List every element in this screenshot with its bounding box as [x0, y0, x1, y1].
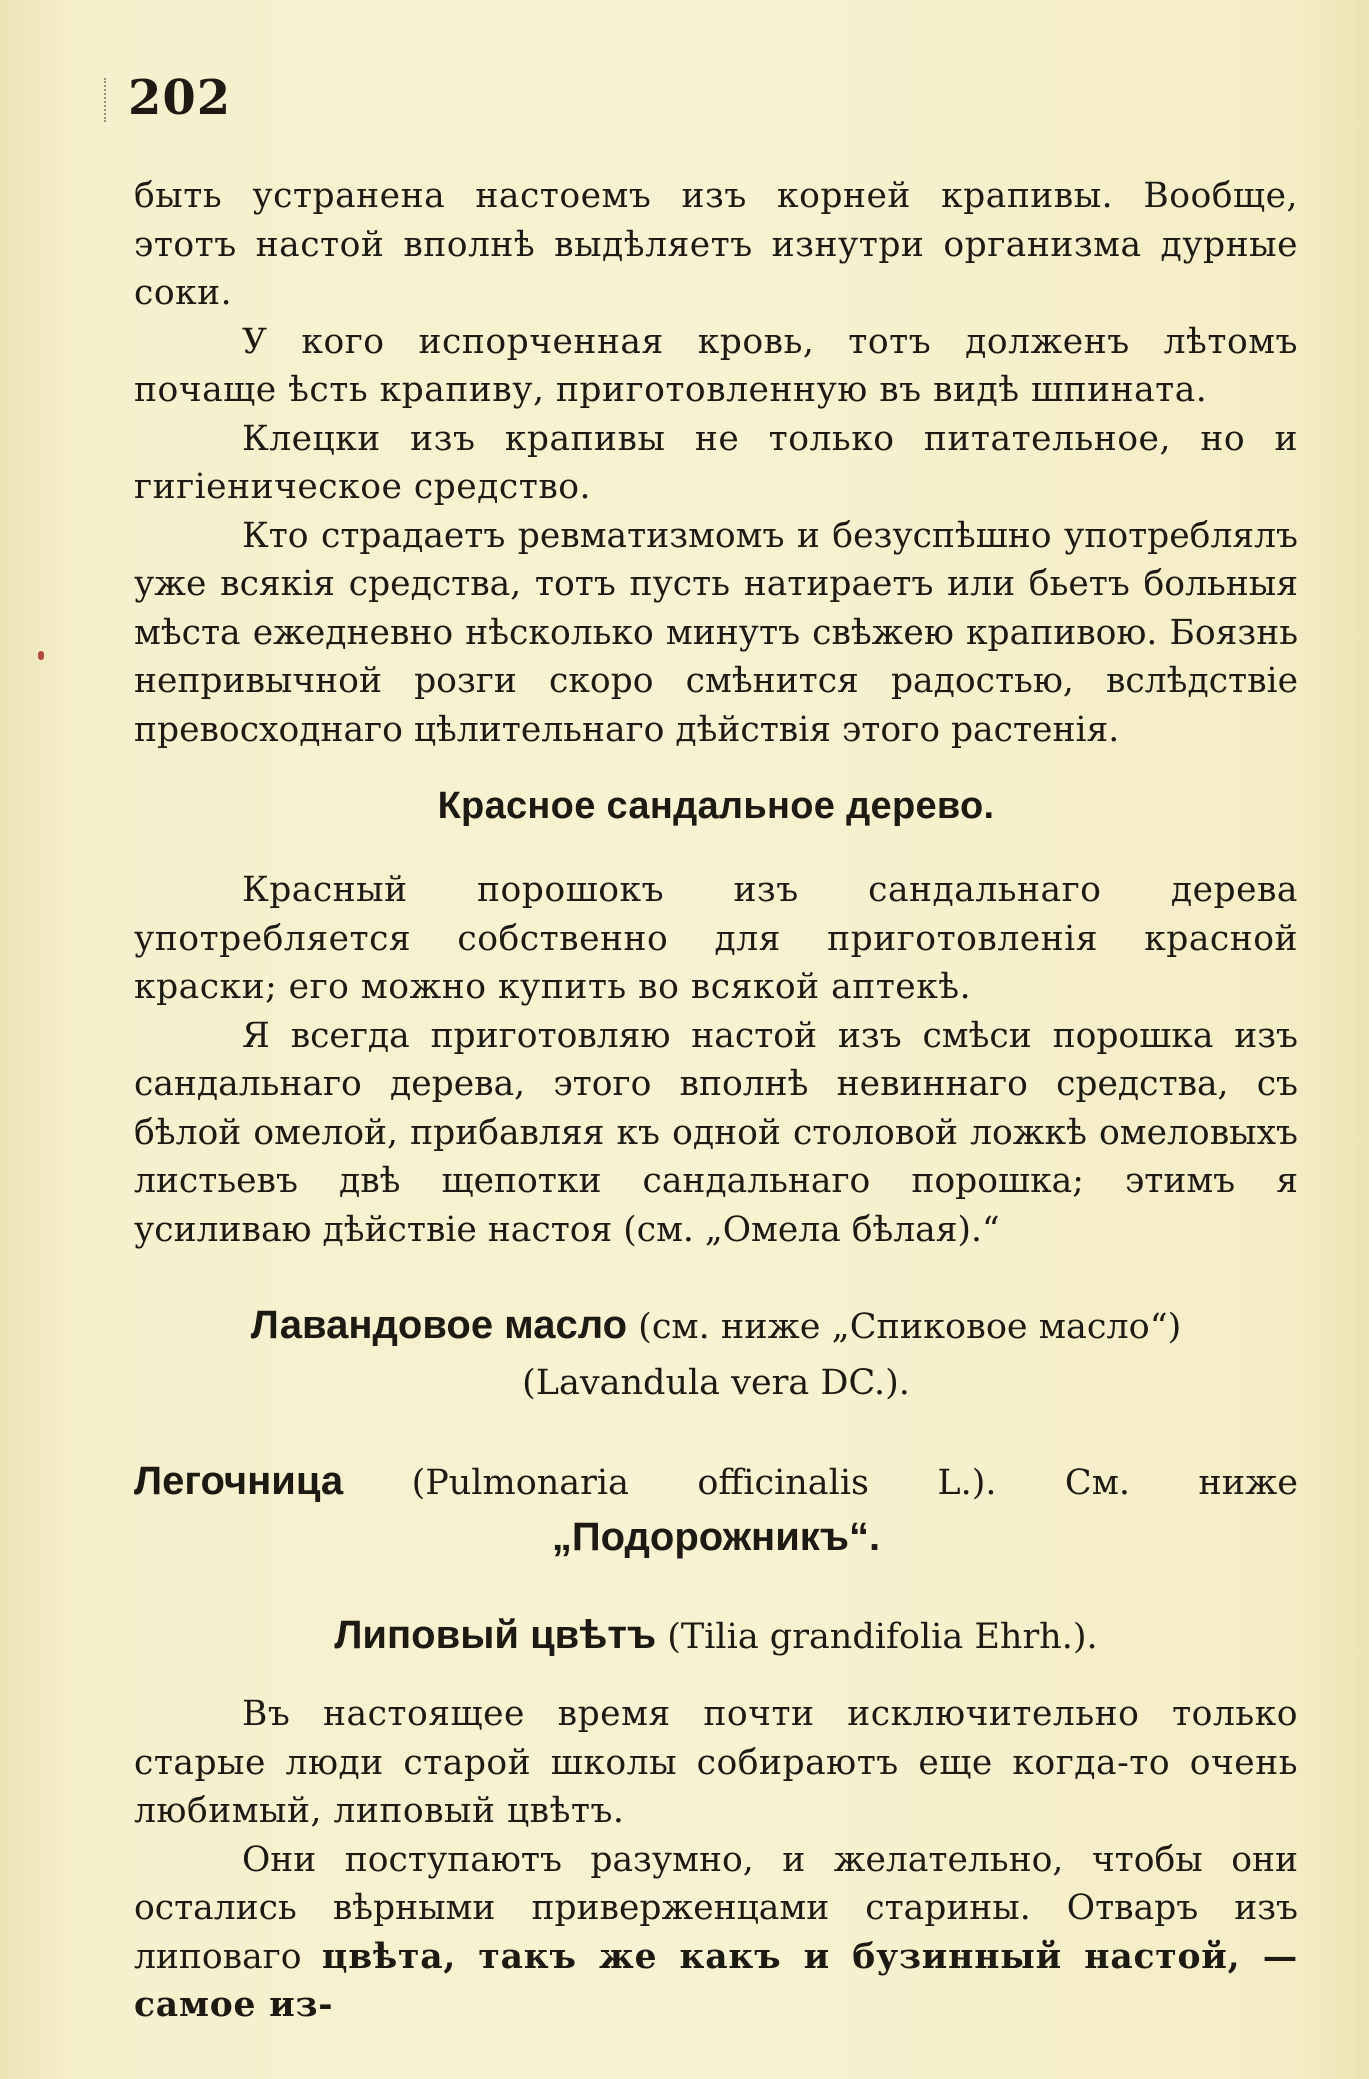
- entry-lungwort-latin: (Pulmonaria officinalis L.). См. ниже: [343, 1463, 1298, 1503]
- entry-linden-title: Липовый цвѣтъ: [334, 1613, 657, 1657]
- entry-lungwort-title: Легочница: [134, 1459, 344, 1503]
- paragraph-linden-decoction: [134, 1836, 1298, 2030]
- page-number: 202: [128, 70, 232, 126]
- entry-lungwort-reference: „Подорожникъ“.: [551, 1515, 881, 1559]
- ink-spot: [38, 651, 44, 660]
- entry-lavender-latin: (Lavandula vera DC.).: [522, 1363, 910, 1403]
- paragraph-sandalwood-powder: Красный порошокъ изъ сандальнаго дерева употребляется собственно для приготовленія красной краски; его можно купить во всякой аптекѣ.: [134, 870, 1298, 1007]
- paragraph-linden-collectors: Въ настоящее время почти исключительно только старые люди старой школы собираютъ еще когда-то очень любимый, липовый цвѣтъ.: [134, 1694, 1298, 1831]
- section-heading-sandalwood: Красное сандальное дерево.: [437, 785, 995, 827]
- paragraph-nettle-roots: быть устранена настоемъ изъ корней крапивы. Вообще, этотъ настой вполнѣ выдѣляетъ изнутри организма дурные соки.: [134, 176, 1298, 313]
- entry-lavender-reference: (см. ниже „Спиковое масло“): [627, 1307, 1182, 1347]
- page-body: [134, 172, 1298, 2030]
- paragraph-linden-decoction-bold: цвѣта, такъ же какъ и бузинный настой, — самое из-: [134, 1936, 1298, 2025]
- entry-lavender: [134, 1298, 1298, 1410]
- entry-lavender-title: Лавандовое масло: [250, 1303, 628, 1347]
- paragraph-nettle-rheumatism: Кто страдаетъ ревматизмомъ и безуспѣшно употреблялъ уже всякія средства, тотъ пусть натираетъ или бьетъ больныя мѣста ежедневно нѣсколько минутъ свѣжею крапивою. Боязнь непривычной розги скоро смѣнится радостью, вслѣдствіе превосходнаго цѣлительнаго дѣйствія этого растенія.: [134, 515, 1298, 750]
- entry-linden-latin: (Tilia grandifolia Ehrh.).: [656, 1617, 1098, 1657]
- paragraph-nettle-dumplings: Клецки изъ крапивы не только питательное, но и гигіеническое средство.: [134, 418, 1298, 507]
- entry-linden: [134, 1608, 1298, 1664]
- entry-lungwort: [134, 1454, 1298, 1564]
- paragraph-nettle-blood: У кого испорченная кровь, тотъ долженъ лѣтомъ почаще ѣсть крапиву, приготовленную въ видѣ шпината.: [134, 321, 1298, 410]
- gutter-line: [104, 78, 106, 122]
- paragraph-sandalwood-infusion: Я всегда приготовляю настой изъ смѣси порошка изъ сандальнаго дерева, этого вполнѣ невиннаго средства, съ бѣлой омелой, прибавляя къ одной столовой ложкѣ омеловыхъ листьевъ двѣ щепотки сандальнаго порошка; этимъ я усиливаю дѣйствіе настоя (см. „Омела бѣлая).“: [134, 1015, 1298, 1250]
- paragraph-linden-decoction-start: Они поступаютъ разумно, и желательно, чтобы они остались вѣрными приверженцами старины. Отваръ изъ липоваго: [134, 1839, 1298, 1977]
